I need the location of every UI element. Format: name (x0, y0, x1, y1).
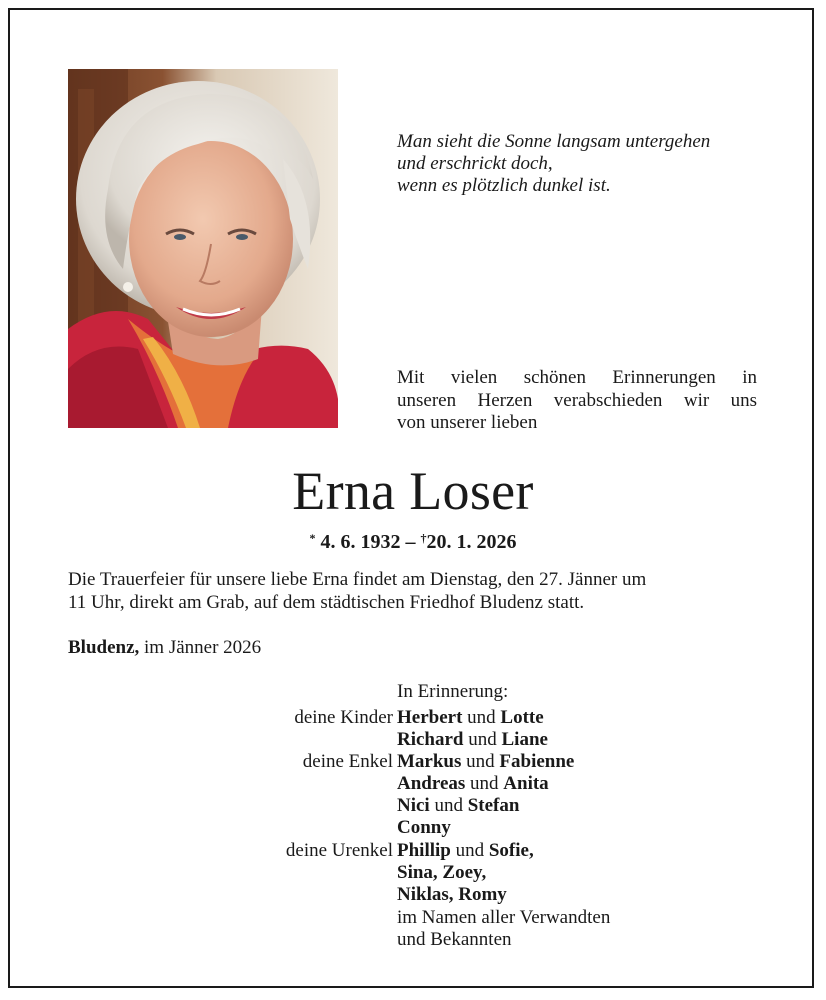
death-date: 20. 1. 2026 (426, 531, 517, 553)
mourner-names (397, 795, 519, 817)
mourner-name: Conny (397, 817, 451, 838)
mourners-heading: In Erinnerung: (397, 681, 509, 702)
service-line: Die Trauerfeier für unsere liebe Erna findet am Dienstag, den 27. Jänner um (68, 569, 647, 590)
list-item (0, 795, 826, 817)
mourner-name: Phillip (397, 840, 451, 861)
intro-line: von unserer lieben (397, 412, 538, 433)
mourner-names (397, 862, 486, 884)
mourner-name: Sofie, (488, 840, 534, 861)
life-dates (0, 526, 826, 554)
conjunction: und (470, 773, 499, 794)
conjunction: und (468, 729, 497, 750)
birth-date: 4. 6. 1932 (320, 531, 401, 553)
closing-line (0, 907, 826, 929)
death-mark: † (420, 531, 427, 545)
poem-line: und erschrickt doch, (397, 153, 553, 174)
mourner-names (397, 707, 544, 729)
list-item (0, 707, 826, 729)
list-item (0, 840, 826, 862)
closing-text: im Namen aller Verwandten (397, 907, 611, 928)
mourner-names (397, 751, 574, 773)
list-item (0, 817, 826, 839)
poem-line: wenn es plötzlich dunkel ist. (397, 175, 611, 196)
relation-label: deine Urenkel (285, 840, 393, 861)
place-city: Bludenz, (68, 637, 140, 658)
mourners-heading-row (0, 681, 826, 703)
birth-mark: * (309, 531, 316, 545)
conjunction: und (467, 707, 496, 728)
mourner-name: Andreas (397, 773, 466, 794)
conjunction: und (466, 751, 495, 772)
relation-label: deine Enkel (302, 751, 393, 772)
service-announcement (68, 568, 768, 614)
intro-text (397, 367, 757, 435)
poem-quote (397, 131, 710, 197)
mourner-names (397, 840, 534, 862)
place-and-date (68, 636, 261, 659)
service-line: 11 Uhr, direkt am Grab, auf dem städtischen Friedhof Bludenz statt. (68, 592, 585, 613)
list-item (0, 884, 826, 906)
intro-line: unseren Herzen verabschieden wir uns (397, 389, 757, 411)
place-date: im Jänner 2026 (144, 637, 262, 658)
closing-text: und Bekannten (397, 929, 512, 950)
poem-line: Man sieht die Sonne langsam untergehen (397, 131, 711, 152)
mourner-name: Liane (501, 729, 548, 750)
mourner-name: Herbert (397, 707, 463, 728)
intro-line: Mit vielen schönen Erinnerungen in (397, 367, 757, 388)
mourner-names (397, 884, 507, 906)
list-item (0, 862, 826, 884)
portrait-photo (68, 69, 338, 428)
mourner-names (397, 817, 451, 839)
list-item (0, 751, 826, 773)
mourner-name: Richard (397, 729, 464, 750)
relation-label: deine Kinder (294, 707, 393, 728)
mourner-name: Lotte (500, 707, 544, 728)
list-item (0, 729, 826, 751)
mourner-names (397, 729, 548, 751)
mourner-name: Sina, Zoey, (397, 862, 487, 883)
closing-line (0, 929, 826, 951)
mourner-name: Fabienne (499, 751, 575, 772)
mourner-name: Stefan (467, 795, 520, 816)
mourner-names (397, 773, 549, 795)
mourner-name: Anita (503, 773, 549, 794)
date-separator: – (405, 531, 416, 553)
mourner-name: Nici (397, 795, 430, 816)
mourner-name: Markus (397, 751, 462, 772)
deceased-name: Erna Loser (292, 461, 534, 521)
conjunction: und (455, 840, 485, 861)
list-item (0, 773, 826, 795)
conjunction: und (434, 795, 463, 816)
mourner-name: Niklas, Romy (397, 884, 507, 905)
